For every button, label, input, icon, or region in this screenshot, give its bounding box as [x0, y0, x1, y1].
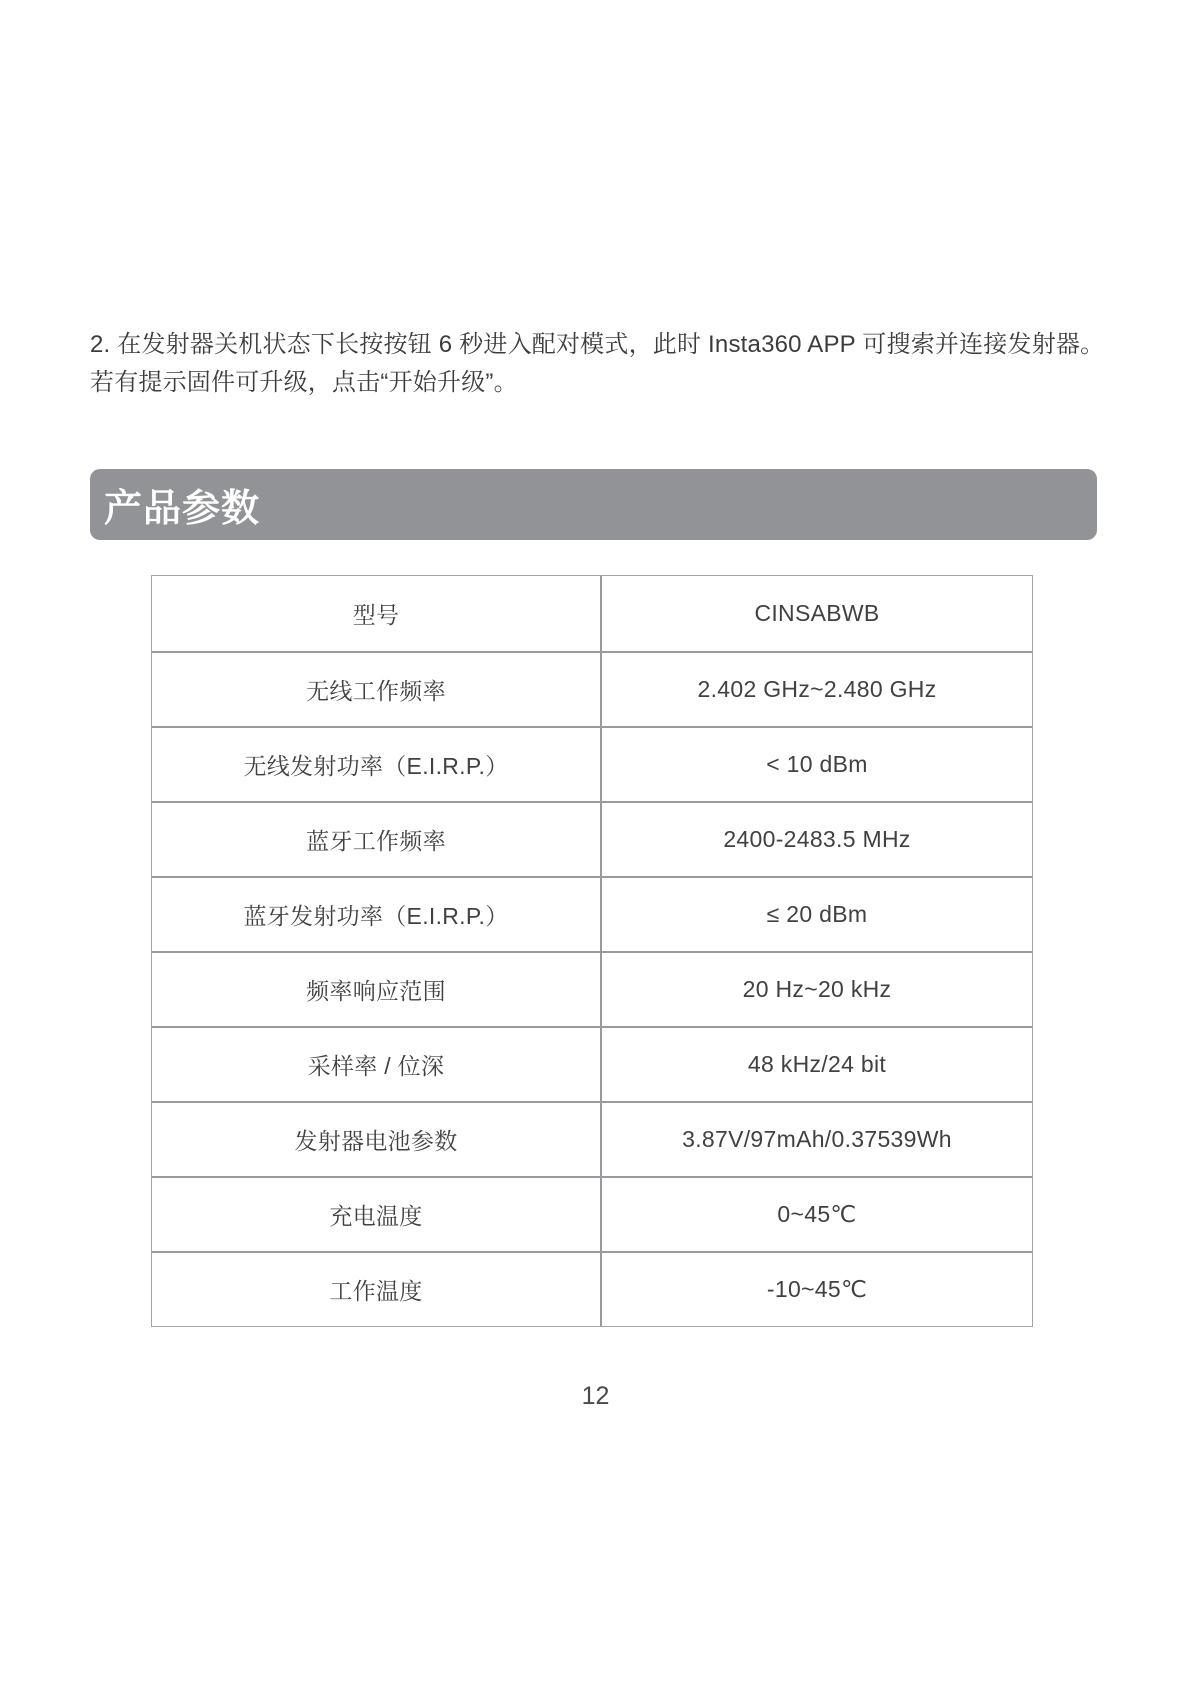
spec-label: 蓝牙工作频率	[152, 803, 602, 876]
table-row	[152, 726, 1032, 801]
table-row	[152, 1176, 1032, 1251]
spec-label: 发射器电池参数	[152, 1103, 602, 1176]
spec-table	[151, 575, 1033, 1327]
table-row	[152, 801, 1032, 876]
spec-label: 无线工作频率	[152, 653, 602, 726]
spec-label: 蓝牙发射功率（E.I.R.P.）	[152, 878, 602, 951]
spec-value: ≤ 20 dBm	[766, 901, 868, 927]
spec-value: 3.87V/97mAh/0.37539Wh	[682, 1126, 952, 1152]
spec-label: 工作温度	[152, 1253, 602, 1326]
table-row	[152, 576, 1032, 651]
spec-value: < 10 dBm	[766, 751, 868, 777]
table-row	[152, 651, 1032, 726]
spec-value: 0~45℃	[777, 1201, 857, 1227]
section-banner	[90, 469, 1097, 540]
spec-value: 2.402 GHz~2.480 GHz	[697, 676, 937, 702]
spec-value: 20 Hz~20 kHz	[742, 976, 892, 1002]
section-title: 产品参数	[104, 488, 261, 530]
table-row	[152, 1251, 1032, 1326]
spec-label: 充电温度	[152, 1178, 602, 1251]
table-row	[152, 876, 1032, 951]
instruction-paragraph: 2. 在发射器关机状态下长按按钮 6 秒进入配对模式，此时 Insta360 APP 可搜索并连接发射器。若有提示固件可升级，点击“开始升级”。	[90, 331, 1105, 396]
page-number: 12	[581, 1382, 610, 1410]
spec-label: 采样率 / 位深	[152, 1028, 602, 1101]
spec-value: -10~45℃	[766, 1276, 868, 1302]
spec-label: 频率响应范围	[152, 953, 602, 1026]
spec-value: CINSABWB	[754, 600, 880, 626]
table-row	[152, 1101, 1032, 1176]
spec-value: 2400-2483.5 MHz	[723, 826, 911, 852]
spec-label: 无线发射功率（E.I.R.P.）	[152, 728, 602, 801]
spec-label: 型号	[152, 576, 602, 651]
table-row	[152, 951, 1032, 1026]
spec-value: 48 kHz/24 bit	[747, 1051, 887, 1077]
table-row	[152, 1026, 1032, 1101]
